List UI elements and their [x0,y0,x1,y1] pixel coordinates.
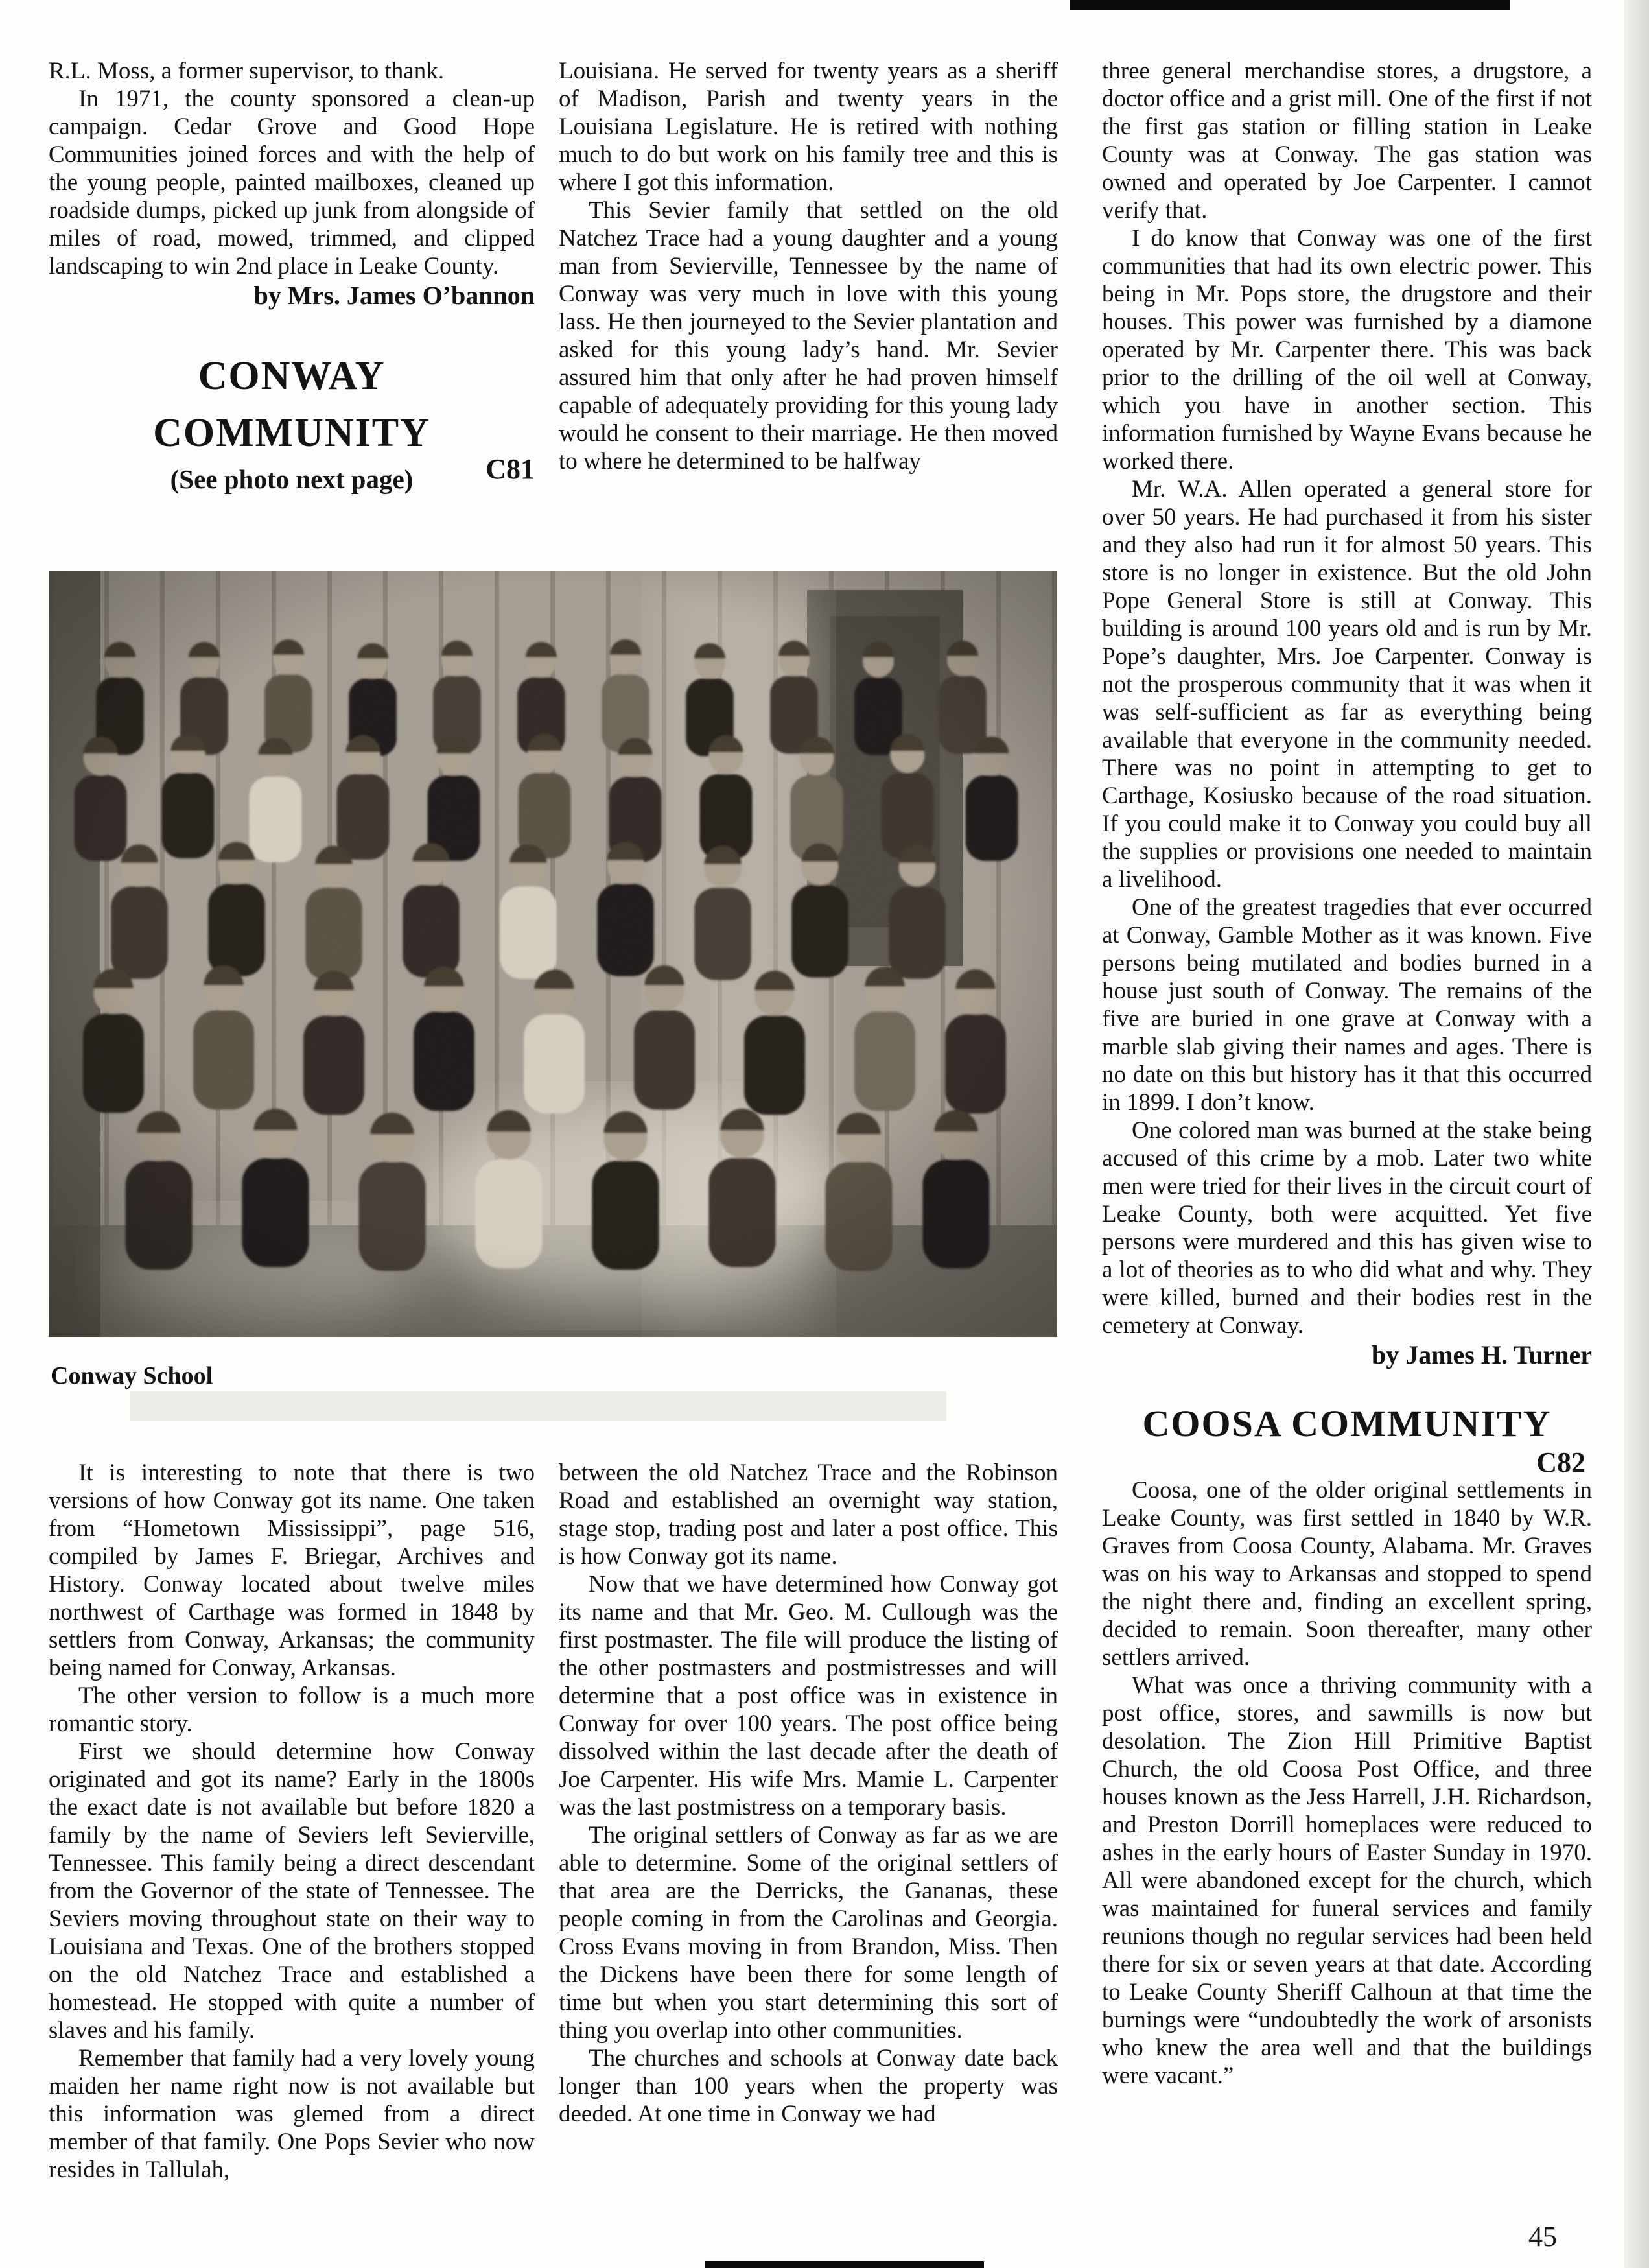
paragraph: One of the greatest tragedies that ever occurred at Conway, Gamble Mother as it was known. Five persons being mutilated and bodies burned in a house just south of Conway. The remains of the five are buried in one grave at Conway with a marble slab giving their names and ages. There is no date on this but history has it that this occurred in 1899. I don’t know. [1102,894,1592,1116]
column-1-top [49,57,535,495]
paragraph: What was once a thriving community with a post office, stores, and sawmills is now but desolation. The Zion Hill Primitive Baptist Church, the old Coosa Post Office, and three houses known as the Jess Harrell, J.H. Richardson, and Preston Dorrill homeplaces were reduced to ashes in the early hours of Easter Sunday in 1970. All were abandoned except for the church, which was maintained for funeral services and family reunions though no regular services had been held there for six or seven years at that date. According to Leake County Sheriff Calhoun at that time the burnings were “undoubtedly the work of arsonists who knew the area well and that the buildings were vacant.” [1102,1672,1592,2089]
article-title-conway [49,348,535,495]
title-conway-line2: COMMUNITY [153,411,430,455]
paragraph: Remember that family had a very lovely young maiden her name right now is not available but this information was glemed from a direct member of that family. One Pops Sevier who now resides in Tallulah, [49,2045,535,2183]
paragraph: The original settlers of Conway as far as we are able to determine. Some of the original settlers of that area are the Derricks, the Gananas, these people coming in from the Carolinas and Georgia. Cross Evans moving in from Brandon, Miss. Then the Dickens have been there for some length of time but when you start determining this sort of thing you overlap into other communities. [559,1822,1058,2044]
paragraph: This Sevier family that settled on the old Natchez Trace had a young daughter and a young man from Sevierville, Tennessee by the name of Conway was very much in love with this young lass. He then journeyed to the Sevier plantation and asked for this young lady’s hand. Mr. Sevier assured him that only after he had proven himself capable of adequately providing for this young lady would he consent to their marriage. He then moved to where he determined to be halfway [559,197,1058,475]
paragraph: In 1971, the county sponsored a clean-up campaign. Cedar Grove and Good Hope Communities joined forces and with the help of the young people, painted mailboxes, cleaned up roadside dumps, picked up junk from alongside of miles of road, mowed, trimmed, and clipped landscaping to win 2nd place in Leake County. [49,86,535,279]
article-code-c82: C82 [1536,1447,1585,1478]
page-number: 45 [1528,2221,1557,2252]
paragraph: Mr. W.A. Allen operated a general store for over 50 years. He had purchased it from his sister and they also had run it for almost 50 years. This store is no longer in existence. But the old John Pope General Store is still at Conway. This building is around 100 years old and is run by Mr. Pope’s daughter, Mrs. Joe Carpenter. Conway is not the prosperous community that it was when it was self-sufficient as far as everything being available that everyone in the community needed. There was no point in attempting to get to Carthage, Kosiusko because of the road situation. If you could make it to Conway you could buy all the supplies or provisions one needed to maintain a livelihood. [1102,476,1592,893]
paragraph: three general merchandise stores, a drugstore, a doctor office and a grist mill. One of the first if not the first gas station or filling station in Leake County was at Conway. The gas station was owned and operated by Joe Carpenter. I cannot verify that. [1102,58,1592,224]
paragraph: The churches and schools at Conway date back longer than 100 years when the property was deeded. At one time in Conway we had [559,2045,1058,2127]
paragraph: The other version to follow is a much more romantic story. [49,1683,535,1737]
title-note-see-photo: (See photo next page) [170,464,414,494]
paragraph: R.L. Moss, a former supervisor, to thank. [49,58,444,84]
article-title-coosa: COOSA COMMUNITY [1142,1402,1552,1445]
paragraph: Now that we have determined how Conway got its name and that Mr. Geo. M. Cullough was the first postmaster. The file will produce the listing of the other postmasters and postmistresses and will determine that a post office was in existence in Conway for over 100 years. The post office being dissolved within the last decade after the death of Joe Carpenter. His wife Mrs. Mamie L. Carpenter was the last postmistress on a temporary basis. [559,1571,1058,1821]
paragraph: Coosa, one of the older original settlements in Leake County, was first settled in 1840 by W.R. Graves from Coosa County, Alabama. Mr. Graves was on his way to Arkansas and stopped to spend the night there and, finding an excellent spring, decided to remain. Soon thereafter, many other settlers arrived. [1102,1477,1592,1671]
photo-caption: Conway School [51,1362,213,1389]
photo-conway-school [49,571,1057,1337]
column-2-top [559,57,1058,475]
column-2-bottom [559,1459,1058,2128]
paragraph: One colored man was burned at the stake being accused of this crime by a mob. Later two white men were tried for their lives in the circuit court of Leake County, both were acquitted. Yet five persons were murdered and this has given wise to a lot of theories as to who did what and why. They were killed, burned and their bodies rest in the cemetery at Conway. [1102,1117,1592,1339]
scan-edge-right [1624,0,1649,2268]
byline-james-h-turner: by James H. Turner [1371,1340,1592,1369]
paragraph: I do know that Conway was one of the first communities that had its own electric power. This being in Mr. Pops store, the drugstore and their houses. This power was furnished by a diamone operated by Mr. Carpenter there. This was back prior to the drilling of the oil well at Conway, which you have in another section. This information furnished by Wayne Evans because he worked there. [1102,225,1592,475]
article-code-c81: C81 [485,453,535,485]
column-3 [1102,57,1592,2090]
scan-artifact-bar-top [1070,0,1510,10]
paragraph: Louisiana. He served for twenty years as a sheriff of Madison, Parish and twenty years in the Louisiana Legislature. He is retired with nothing much to do but work on his family tree and this is where I got this information. [559,58,1058,196]
scan-artifact-bar-bottom [705,2261,984,2268]
paragraph: between the old Natchez Trace and the Robinson Road and established an overnight way station, stage stop, trading post and later a post office. This is how Conway got its name. [559,1459,1058,1570]
column-1-bottom [49,1459,535,2184]
paragraph: It is interesting to note that there is two versions of how Conway got its name. One taken from “Hometown Mississippi”, page 516, compiled by James F. Briegar, Archives and History. Conway located about twelve miles northwest of Carthage was formed in 1848 by settlers from Conway, Arkansas; the community being named for Conway, Arkansas. [49,1459,535,1681]
scan-smudge [130,1391,946,1421]
byline-mrs-james-obannon: by Mrs. James O’bannon [253,281,535,310]
paragraph: First we should determine how Conway originated and got its name? Early in the 1800s the exact date is not available but before 1820 a family by the name of Seviers left Sevierville, Tennessee. This family being a direct descendant from the Governor of the state of Tennessee. The Seviers moving throughout state on their way to Louisiana and Texas. One of the brothers stopped on the old Natchez Trace and established a homestead. He stopped with quite a number of slaves and his family. [49,1738,535,2044]
title-conway-line1: CONWAY [198,354,386,398]
